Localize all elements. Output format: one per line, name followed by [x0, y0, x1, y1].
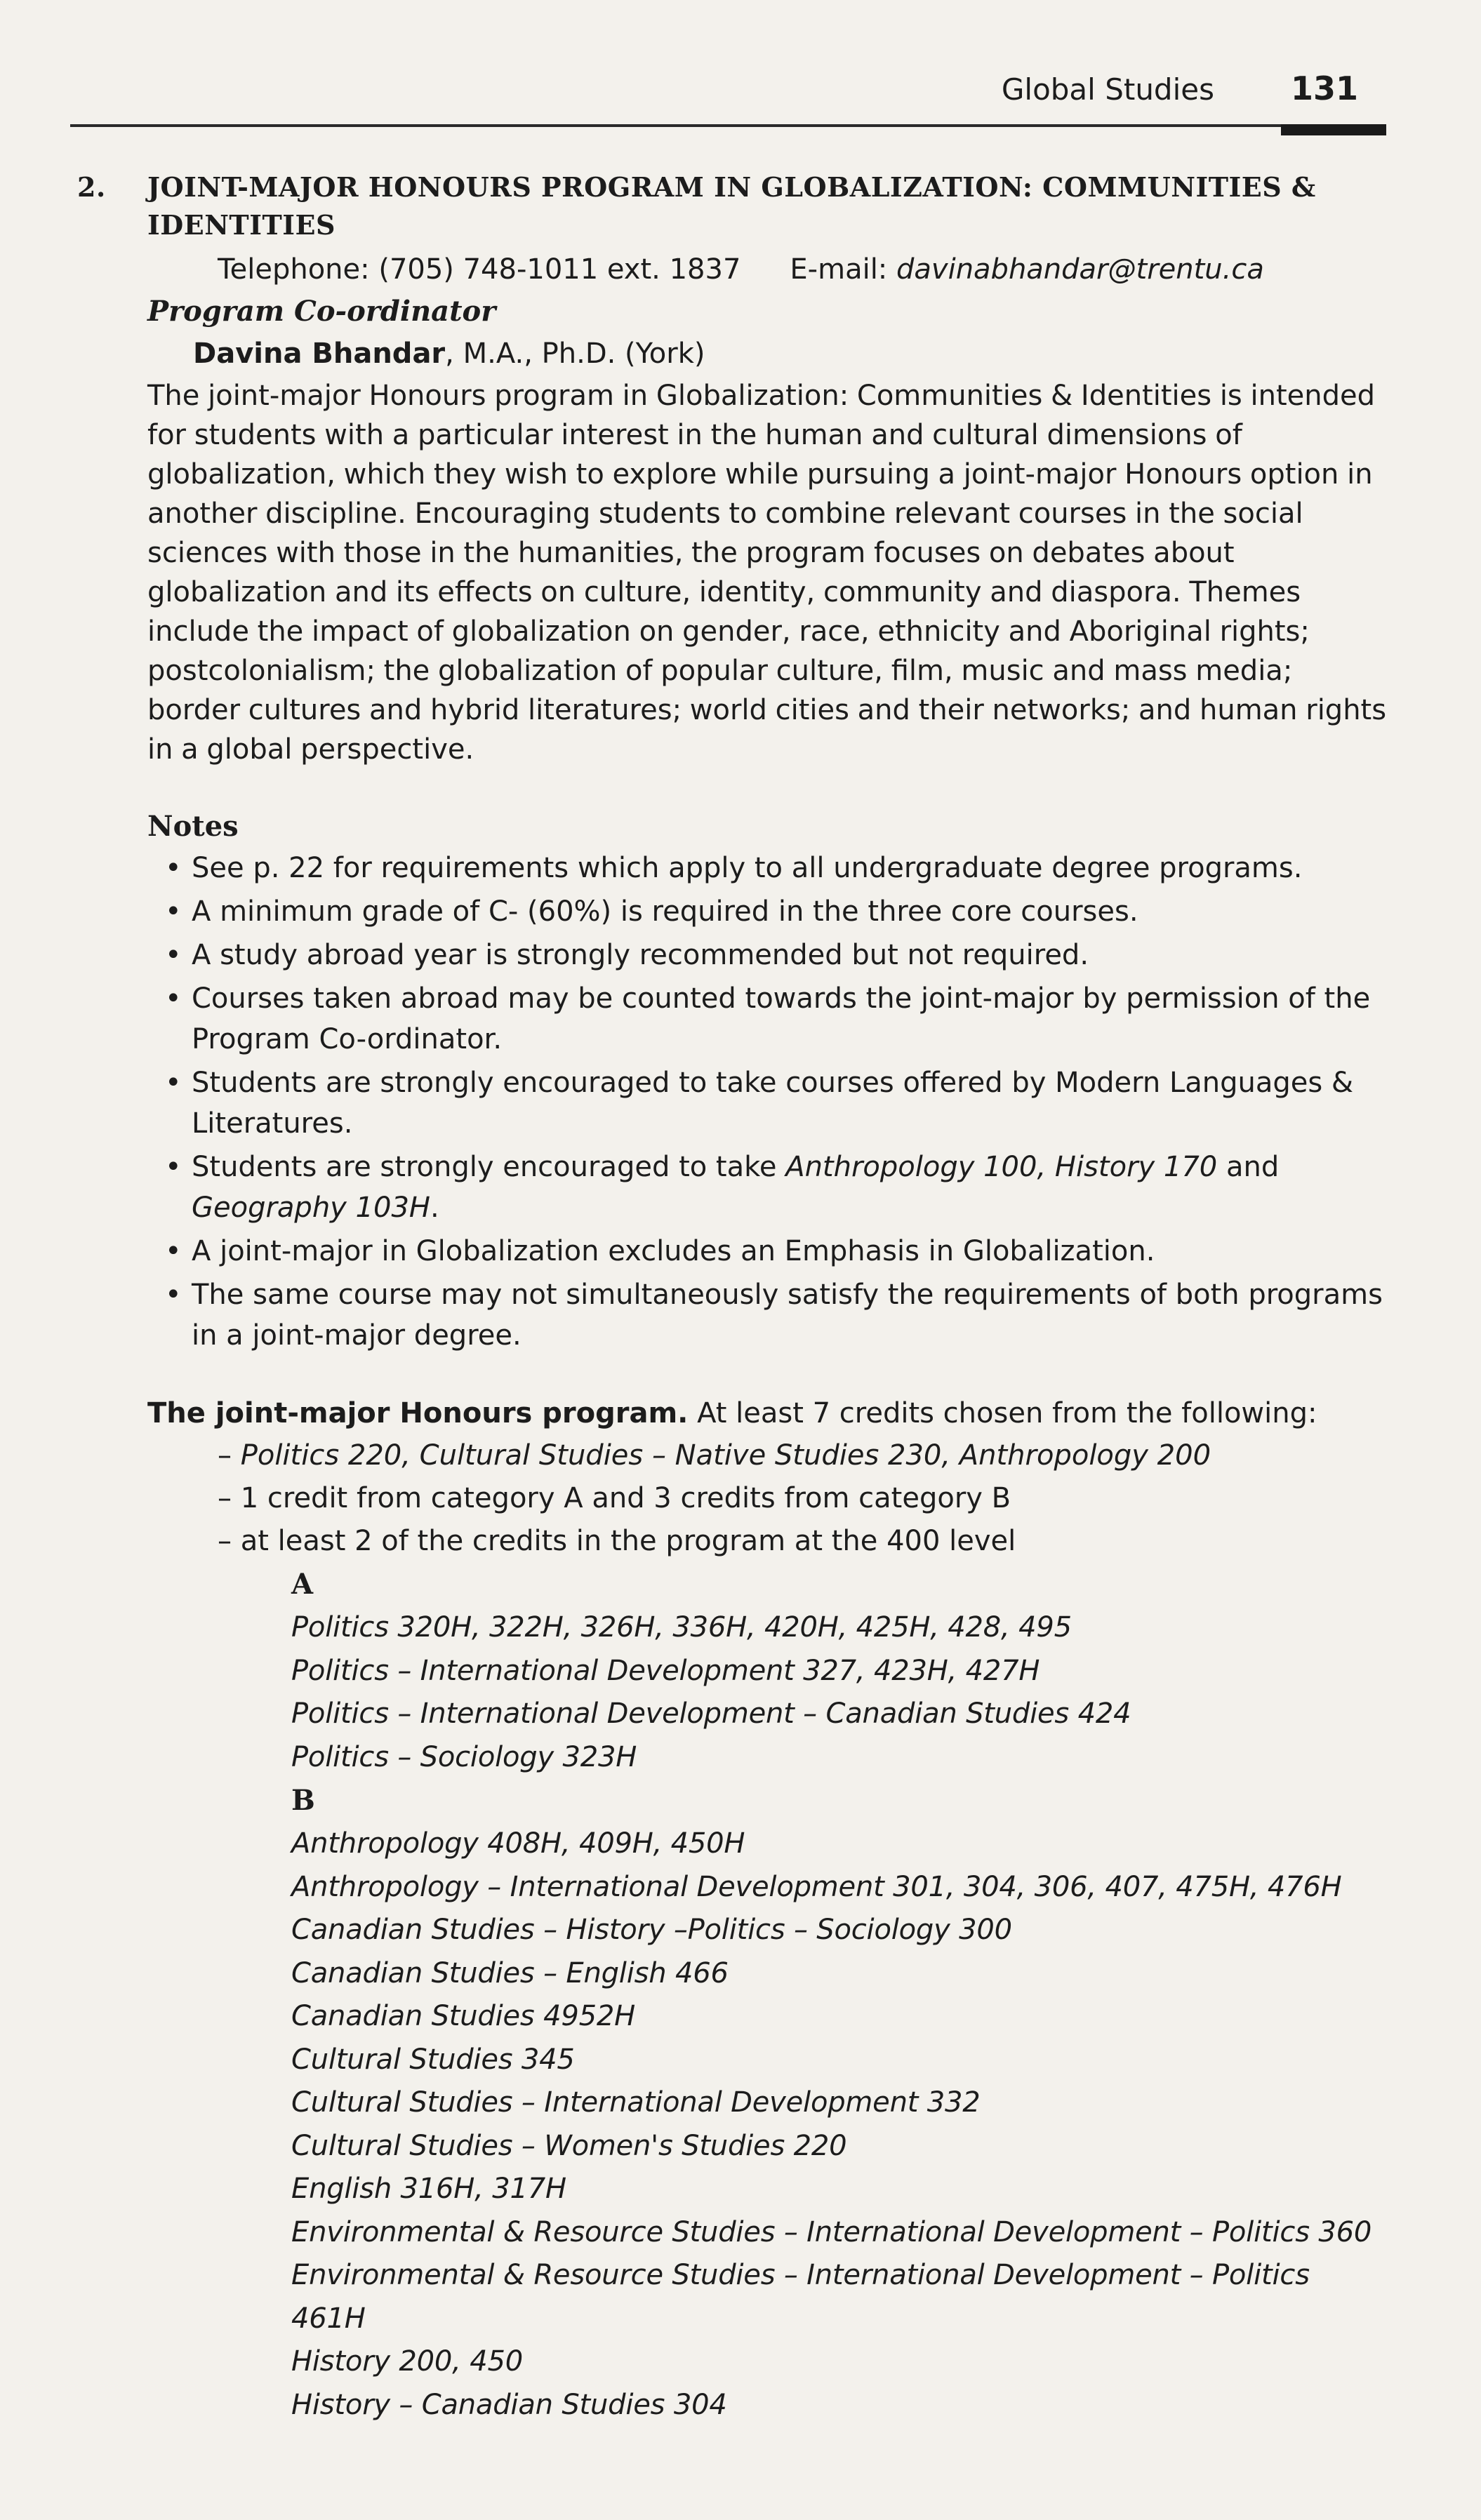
program-description: The joint-major Honours program in Globalization: Communities & Identities is intended for students with a particular interest in the human and cultural dimensions of globalization, which they wish to explore while pursuing a joint-major Honours option in another discipline. Encouraging students to combine relevant courses in the social sciences with those in the humanities, the program focuses on debates about globalization and its effects on culture, identity, community and diaspora. Themes include the impact of globalization on gender, race, ethnicity and Aboriginal rights; postcolonialism; the globalization of popular culture, film, music and mass media; border cultures and hybrid literatures; world cities and their networks; and human rights in a global perspective. — [147, 380, 1387, 766]
joint-major-intro: At least 7 credits chosen from the following: — [688, 1397, 1317, 1429]
header-section-title: Global Studies — [1001, 72, 1214, 107]
coordinator-name: Davina Bhandar — [193, 338, 446, 370]
program-number: 2. — [77, 171, 106, 203]
telephone: Telephone: (705) 748-1011 ext. 1837 — [218, 253, 741, 286]
course-line: Canadian Studies – English 466 — [291, 1956, 729, 1989]
note-item: • The same course may not simultaneously satisfy the requirements of both programs in a joint-major degree. — [165, 1279, 1383, 1352]
coordinator-credentials: , M.A., Ph.D. (York) — [445, 338, 705, 370]
course-line: History – Canadian Studies 304 — [291, 2388, 727, 2421]
course-line: Cultural Studies – Women's Studies 220 — [291, 2129, 847, 2162]
course-line: Anthropology – International Development 301, 304, 306, 407, 475H, 476H — [291, 1870, 1342, 1903]
coordinator-line — [193, 333, 1390, 375]
header-rule — [70, 124, 1386, 127]
notes-list — [165, 848, 1390, 1356]
course-line: Cultural Studies 345 — [291, 2043, 575, 2076]
course-line: Canadian Studies – History –Politics – Sociology 300 — [291, 1914, 1012, 1946]
course-line: Politics – Sociology 323H — [291, 1740, 637, 1773]
program-title: JOINT-MAJOR HONOURS PROGRAM IN GLOBALIZATION: COMMUNITIES & IDENTITIES — [147, 171, 1316, 241]
course-line: Environmental & Resource Studies – International Development – Politics 360 — [291, 2215, 1372, 2248]
program-heading — [70, 168, 1390, 244]
course-line: Canadian Studies 4952H — [291, 2000, 635, 2032]
joint-major-title: The joint-major Honours program. — [147, 1397, 689, 1429]
header-page-number: 131 — [1290, 69, 1358, 107]
category-a-label: A — [291, 1568, 314, 1601]
note-item: • Students are strongly encouraged to take courses offered by Modern Languages & Literatures. — [165, 1067, 1354, 1140]
contact-line — [218, 248, 1390, 291]
email-address: davinabhandar@trentu.ca — [896, 253, 1264, 286]
course-line: Politics – International Development 327, 423H, 427H — [291, 1654, 1040, 1687]
requirement-item: – Politics 220, Cultural Studies – Native Studies 230, Anthropology 200 — [218, 1439, 1211, 1472]
coordinator-heading: Program Co-ordinator — [147, 295, 496, 328]
page-content — [70, 168, 1390, 2427]
page-header — [70, 67, 1386, 130]
note-item: • Students are strongly encouraged to take Anthropology 100, History 170 and Geography 103H. — [165, 1151, 1280, 1224]
requirement-item: – 1 credit from category A and 3 credits from category B — [218, 1482, 1011, 1514]
header-tab-block — [1281, 124, 1386, 135]
course-line: Environmental & Resource Studies – International Development – Politics 461H — [291, 2259, 1310, 2335]
notes-heading: Notes — [147, 810, 239, 843]
course-line: English 316H, 317H — [291, 2173, 566, 2205]
category-b-label: B — [291, 1784, 315, 1817]
course-line: Politics 320H, 322H, 326H, 336H, 420H, 425H, 428, 495 — [291, 1611, 1072, 1644]
email-label: E-mail: — [790, 253, 888, 286]
course-line: Politics – International Development – Canadian Studies 424 — [291, 1698, 1131, 1730]
course-line: History 200, 450 — [291, 2345, 523, 2378]
requirement-item: – at least 2 of the credits in the program at the 400 level — [218, 1525, 1016, 1557]
note-item: • A minimum grade of C- (60%) is required in the three core courses. — [165, 895, 1138, 928]
note-item: • A joint-major in Globalization excludes an Emphasis in Globalization. — [165, 1235, 1155, 1267]
note-item: • Courses taken abroad may be counted towards the joint-major by permission of the Program Co-ordinator. — [165, 982, 1371, 1055]
course-line: Anthropology 408H, 409H, 450H — [291, 1827, 745, 1860]
joint-major-heading — [147, 1392, 1390, 1434]
note-item: • A study abroad year is strongly recommended but not required. — [165, 939, 1089, 971]
course-line: Cultural Studies – International Development 332 — [291, 2086, 981, 2119]
note-item: • See p. 22 for requirements which apply to all undergraduate degree programs. — [165, 852, 1303, 884]
